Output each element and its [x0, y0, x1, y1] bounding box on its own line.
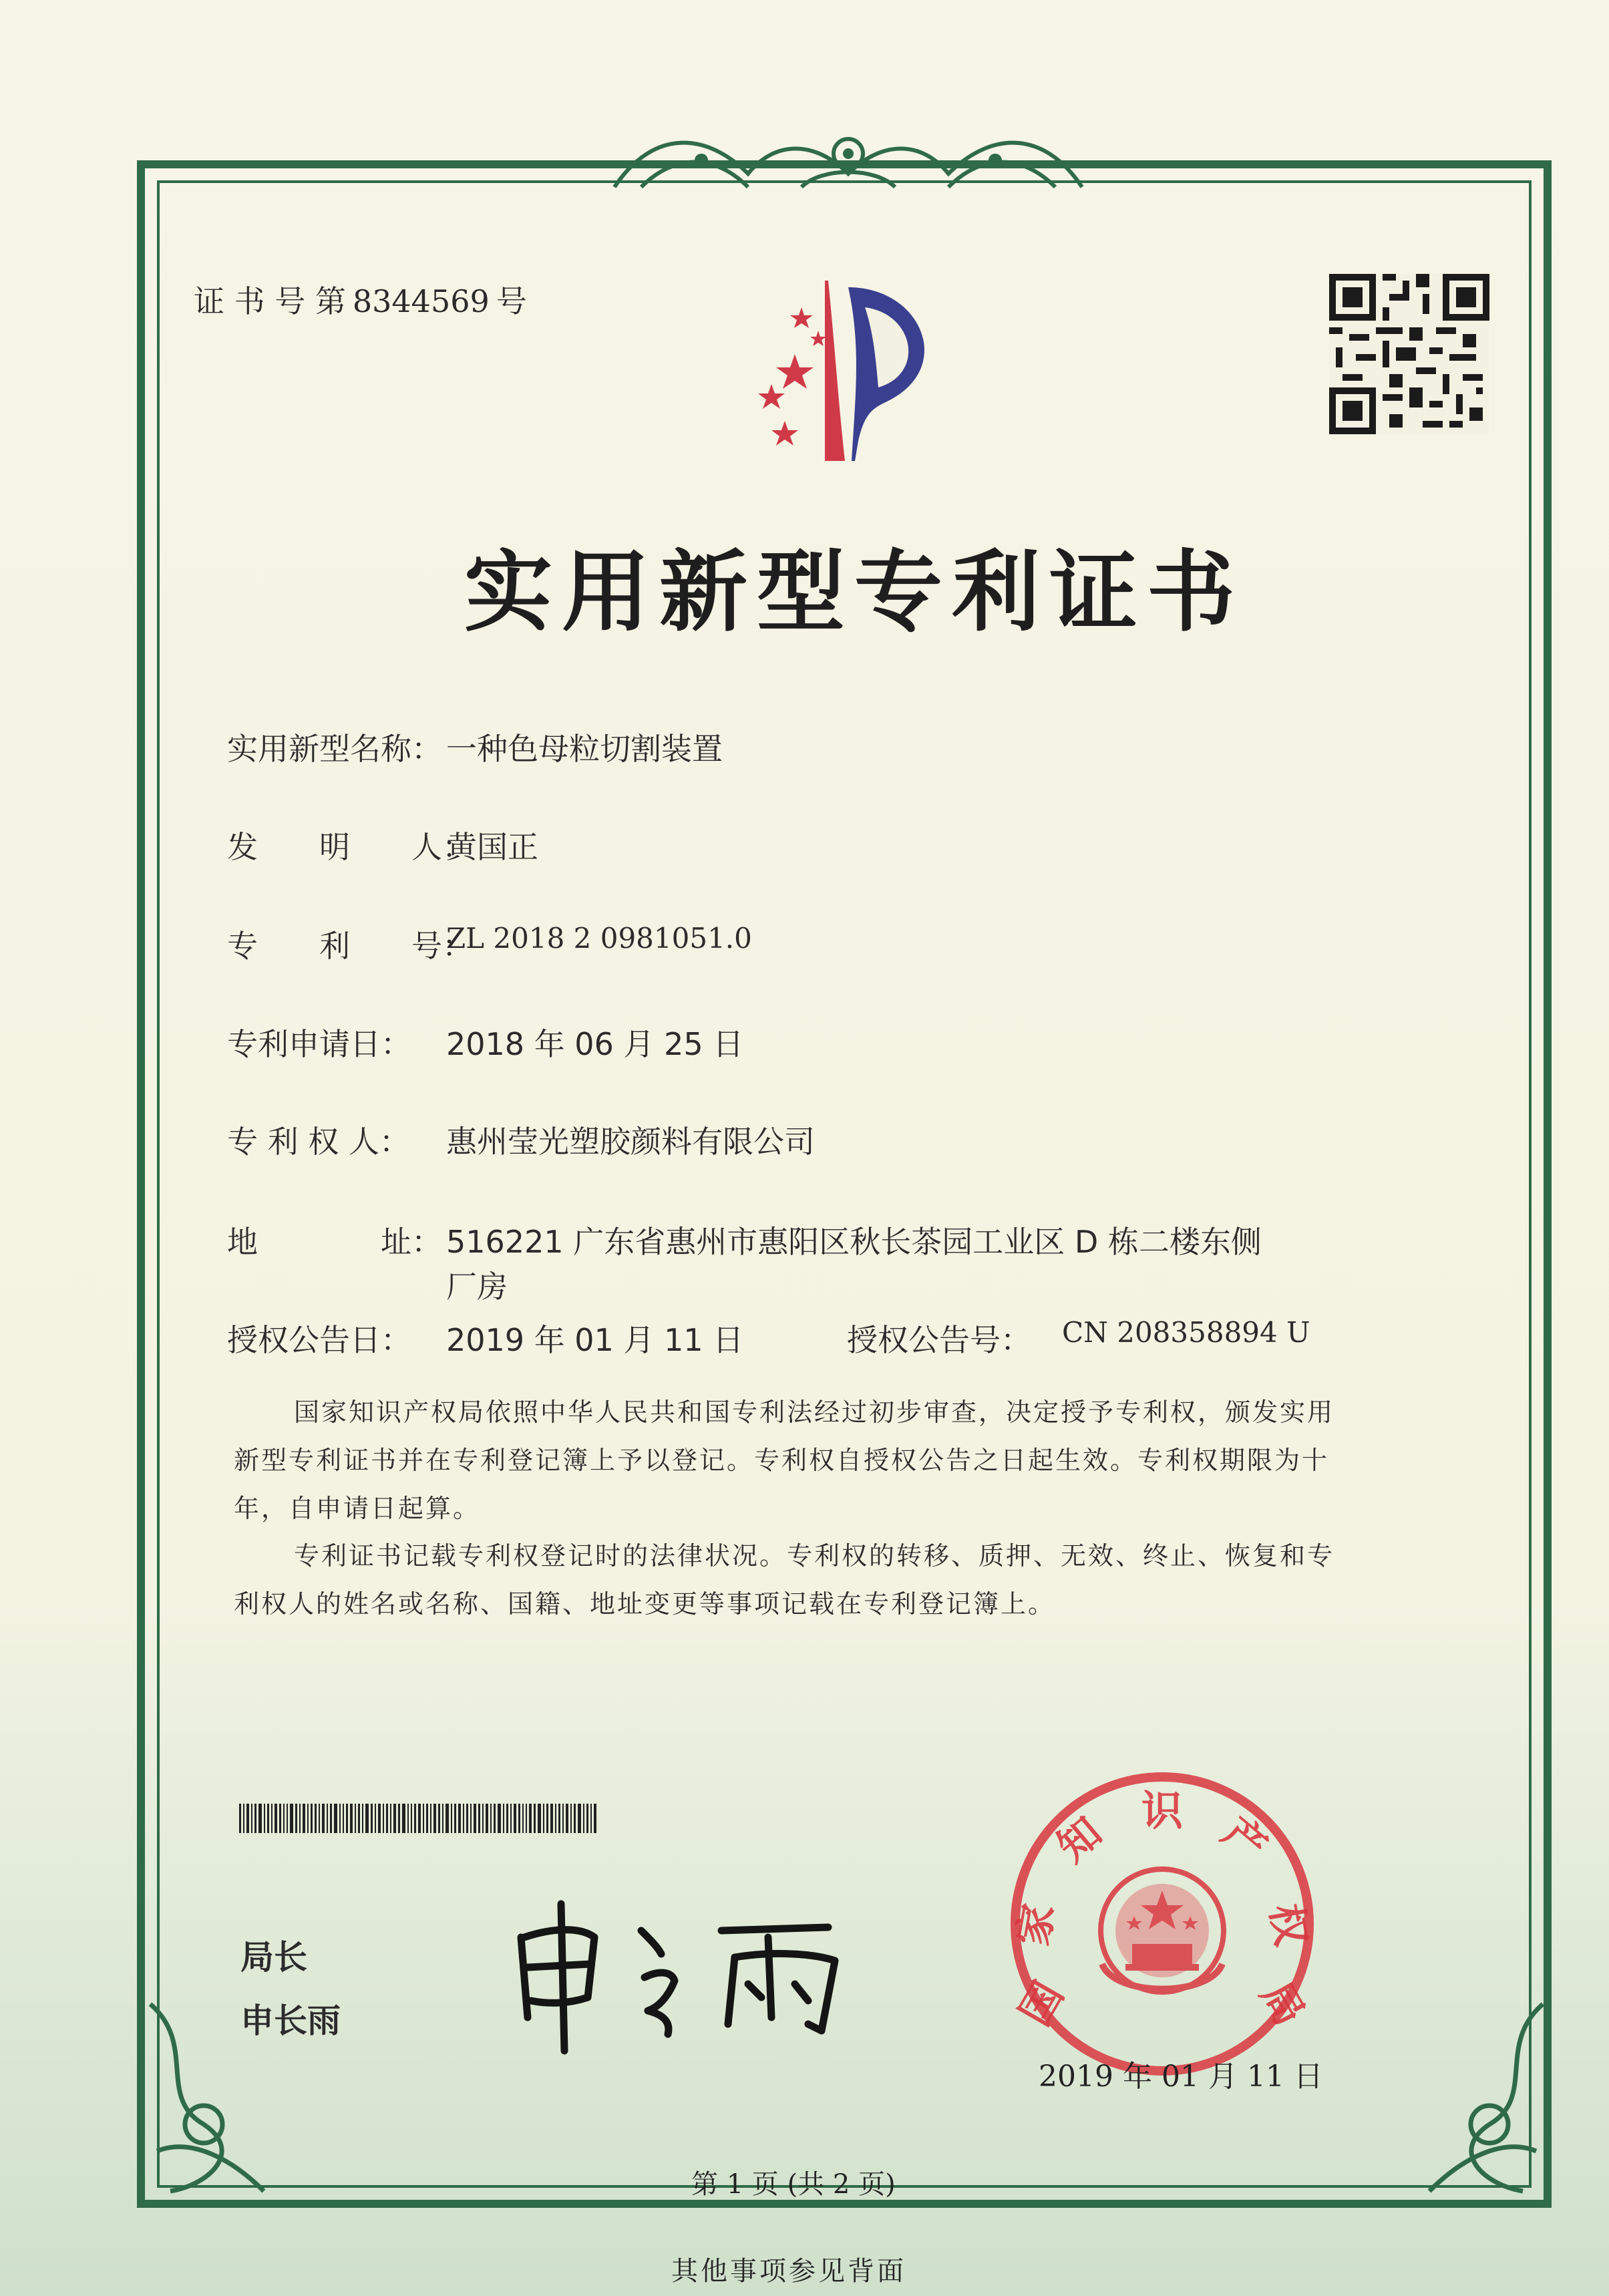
- barcode-bar: [390, 1804, 391, 1833]
- inventor-value: 黄国正: [446, 829, 538, 865]
- qr-code: [1329, 274, 1489, 434]
- barcode-bar: [586, 1804, 588, 1833]
- barcode-bar: [494, 1804, 496, 1833]
- barcode-bar: [303, 1804, 305, 1833]
- barcode-bar: [315, 1804, 317, 1833]
- barcode-bar: [433, 1804, 436, 1833]
- barcode-bar: [327, 1804, 328, 1833]
- barcode-bar: [430, 1804, 431, 1833]
- barcode-bar: [290, 1804, 293, 1833]
- barcode-bar: [378, 1804, 381, 1833]
- barcode-bar: [295, 1804, 297, 1833]
- address-value-line2: 厂房: [446, 1269, 508, 1305]
- barcode-bar: [362, 1804, 363, 1833]
- barcode-bar: [570, 1804, 572, 1833]
- barcode-bar: [538, 1804, 541, 1833]
- barcode-bar: [407, 1804, 409, 1833]
- barcode-bar: [594, 1804, 596, 1833]
- svg-text:产: 产: [1213, 1807, 1277, 1872]
- barcode-bar: [522, 1804, 524, 1833]
- handwritten-signature: [508, 1891, 855, 2064]
- name-value: 一种色母粒切割装置: [446, 731, 723, 767]
- barcode-bar: [514, 1804, 516, 1833]
- barcode-bar: [451, 1804, 452, 1833]
- barcode-bar: [386, 1804, 388, 1833]
- barcode-bar: [258, 1804, 262, 1833]
- barcode-bar: [264, 1804, 265, 1833]
- svg-text:识: 识: [1141, 1786, 1184, 1835]
- barcode-bar: [330, 1804, 332, 1833]
- svg-text:局: 局: [1251, 1973, 1314, 2034]
- filing-date-label: 专利申请日：: [227, 1026, 411, 1062]
- signature-role: 局长: [240, 1938, 307, 1977]
- grant-date-value: 2019 年 01 月 11 日: [446, 1322, 744, 1358]
- grant-no-value: CN 208358894 U: [1062, 1316, 1310, 1349]
- paragraph-2-line-1: 专利证书记载专利权登记时的法律状况。专利权的转移、质押、无效、终止、恢复和专: [294, 1541, 1335, 1571]
- barcode-bar: [503, 1804, 504, 1833]
- barcode-bar: [322, 1804, 325, 1833]
- address-label: 地 址：: [227, 1224, 442, 1260]
- holder-value: 惠州莹光塑胶颜料有限公司: [446, 1124, 815, 1160]
- barcode-bar: [398, 1804, 400, 1833]
- barcode-bar: [339, 1804, 341, 1833]
- barcode-bar: [393, 1804, 396, 1833]
- barcode-bar: [458, 1804, 461, 1833]
- barcode-bar: [402, 1804, 405, 1833]
- barcode-bar: [311, 1804, 313, 1833]
- barcode-bar: [546, 1804, 548, 1833]
- barcode-bar: [346, 1804, 348, 1833]
- paragraph-2-line-2: 利权人的姓名或名称、国籍、地址变更等事项记载在专利登记簿上。: [234, 1589, 1056, 1619]
- certificate-number-label: 证 书 号 第: [194, 283, 346, 319]
- barcode-bar: [590, 1804, 592, 1833]
- barcode-bar: [279, 1804, 281, 1833]
- certificate-number: [194, 277, 527, 321]
- barcode-bar: [534, 1804, 536, 1833]
- barcode-bar: [578, 1804, 581, 1833]
- barcode-bar: [287, 1804, 288, 1833]
- bottom-right-ornament: [1403, 1991, 1563, 2204]
- barcode-bar: [498, 1804, 501, 1833]
- barcode-bar: [562, 1804, 564, 1833]
- barcode-bar: [375, 1804, 376, 1833]
- barcode-bar: [555, 1804, 556, 1833]
- barcode-bar: [411, 1804, 412, 1833]
- cnipa-logo-icon: [721, 267, 975, 468]
- barcode-bar: [583, 1804, 584, 1833]
- barcode-bar: [251, 1804, 252, 1833]
- holder-label: 专 利 权 人：: [227, 1124, 410, 1160]
- paragraph-1-line-3: 年，自申请日起算。: [234, 1494, 481, 1523]
- barcode-bar: [355, 1804, 356, 1833]
- svg-text:家: 家: [1008, 1900, 1064, 1950]
- barcode-bar: [267, 1804, 269, 1833]
- barcode-bar: [334, 1804, 337, 1833]
- barcode-bar: [506, 1804, 508, 1833]
- barcode-bar: [418, 1804, 421, 1833]
- barcode-bar: [566, 1804, 568, 1833]
- barcode-bar: [371, 1804, 373, 1833]
- barcode-bar: [414, 1804, 416, 1833]
- signature-name: 申长雨: [240, 2001, 341, 2040]
- barcode-bar: [454, 1804, 456, 1833]
- barcode-bar: [474, 1804, 476, 1833]
- certificate-number-value: 8344569: [352, 283, 490, 319]
- barcode-bar: [574, 1804, 576, 1833]
- barcode-bar: [246, 1804, 249, 1833]
- grant-no-label: 授权公告号：: [847, 1322, 1031, 1358]
- page-info: 第 1 页 (共 2 页): [691, 2169, 896, 2200]
- barcode-bar: [343, 1804, 344, 1833]
- barcode-bar: [490, 1804, 492, 1833]
- barcode-bar: [243, 1804, 244, 1833]
- barcode: [239, 1804, 653, 1833]
- barcode-bar: [350, 1804, 353, 1833]
- barcode-bar: [426, 1804, 428, 1833]
- paragraph-1-line-1: 国家知识产权局依照中华人民共和国专利法经过初步审查，决定授予专利权，颁发实用: [294, 1398, 1335, 1427]
- barcode-bar: [254, 1804, 256, 1833]
- barcode-bar: [239, 1804, 241, 1833]
- barcode-bar: [275, 1804, 277, 1833]
- seal-date: 2019 年 01 月 11 日: [1039, 2060, 1323, 2094]
- barcode-bar: [486, 1804, 488, 1833]
- official-seal: [1002, 1764, 1322, 2084]
- certificate-number-suffix: 号: [496, 283, 527, 319]
- barcode-bar: [438, 1804, 440, 1833]
- svg-text:权: 权: [1260, 1900, 1316, 1950]
- address-value-line1: 516221 广东省惠州市惠阳区秋长茶园工业区 D 栋二楼东侧: [446, 1224, 1262, 1260]
- paragraph-1-line-2: 新型专利证书并在专利登记簿上予以登记。专利权自授权公告之日起生效。专利权期限为十: [234, 1446, 1330, 1475]
- barcode-bar: [319, 1804, 320, 1833]
- barcode-bar: [543, 1804, 544, 1833]
- barcode-bar: [550, 1804, 553, 1833]
- inventor-label: 发 明 人：: [227, 829, 473, 865]
- patent-no-label: 专 利 号：: [227, 928, 473, 964]
- name-label: 实用新型名称：: [227, 731, 442, 767]
- barcode-bar: [383, 1804, 384, 1833]
- barcode-bar: [283, 1804, 285, 1833]
- barcode-bar: [358, 1804, 360, 1833]
- barcode-bar: [510, 1804, 512, 1833]
- barcode-bar: [482, 1804, 484, 1833]
- barcode-bar: [299, 1804, 301, 1833]
- svg-text:知: 知: [1047, 1807, 1111, 1872]
- barcode-bar: [463, 1804, 464, 1833]
- barcode-bar: [442, 1804, 443, 1833]
- top-ornament: [601, 114, 1095, 207]
- barcode-bar: [445, 1804, 449, 1833]
- barcode-bar: [365, 1804, 369, 1833]
- barcode-bar: [423, 1804, 424, 1833]
- patent-no-value: ZL 2018 2 0981051.0: [446, 922, 752, 955]
- barcode-bar: [271, 1804, 273, 1833]
- certificate-title: 实用新型专利证书: [464, 541, 1244, 644]
- footer-note: 其他事项参见背面: [671, 2256, 906, 2287]
- barcode-bar: [518, 1804, 520, 1833]
- barcode-bar: [307, 1804, 309, 1833]
- barcode-bar: [526, 1804, 527, 1833]
- inner-border: [157, 180, 1532, 2188]
- grant-date-label: 授权公告日：: [227, 1322, 411, 1358]
- barcode-bar: [466, 1804, 468, 1833]
- filing-date-value: 2018 年 06 月 25 日: [446, 1026, 744, 1062]
- barcode-bar: [558, 1804, 560, 1833]
- barcode-bar: [478, 1804, 480, 1833]
- barcode-bar: [529, 1804, 532, 1833]
- barcode-bar: [470, 1804, 472, 1833]
- svg-text:国: 国: [1010, 1973, 1073, 2034]
